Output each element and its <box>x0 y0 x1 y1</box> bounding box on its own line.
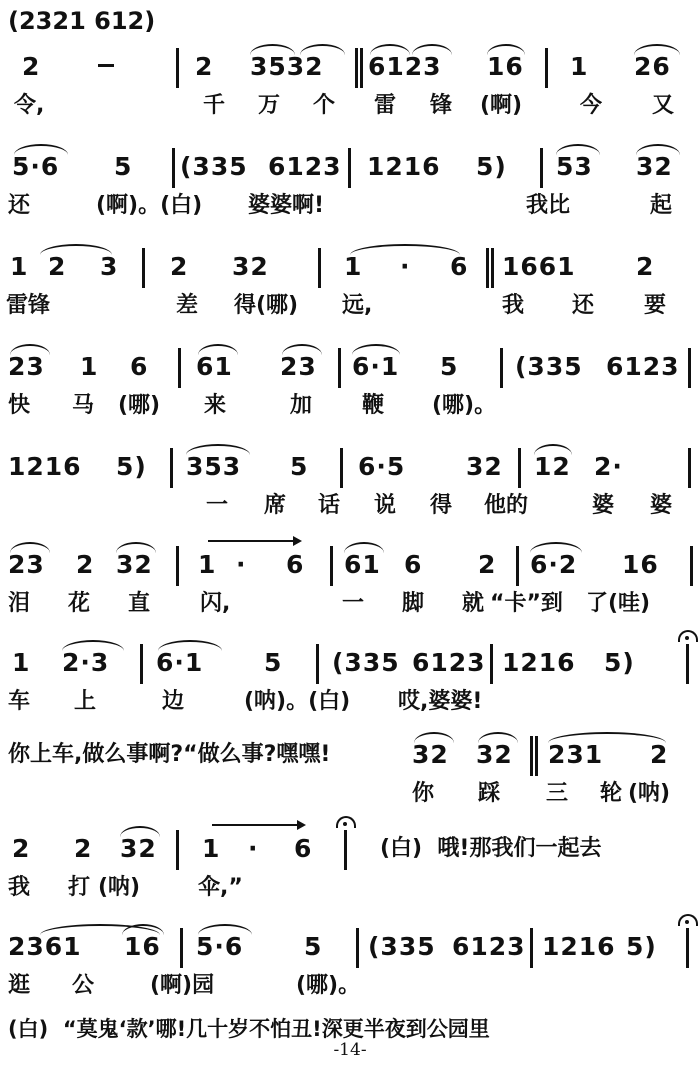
lyric: 鞭 <box>362 393 385 418</box>
note: 23 <box>8 352 45 381</box>
note: 2 <box>48 252 67 281</box>
lyric: 三 <box>546 781 569 806</box>
lyric: 差 <box>176 293 199 318</box>
lyric: 打 <box>68 875 91 900</box>
note: 12 <box>534 452 571 481</box>
lyric: 加 <box>290 393 313 418</box>
barline <box>348 148 351 188</box>
lyric: 话 <box>318 493 341 518</box>
barline <box>356 928 359 968</box>
lyric: 席 <box>264 493 287 518</box>
fermata <box>678 630 698 642</box>
note: 2 <box>650 740 669 769</box>
barline <box>688 448 691 488</box>
page-number: -14- <box>333 1040 367 1060</box>
lyric: 千 <box>203 93 226 118</box>
note: 1216 <box>542 932 616 961</box>
spoken-line: 你上车,做么事啊?“做么事?嘿嘿! <box>8 742 331 767</box>
note: 2 <box>195 52 214 81</box>
dash-extension <box>98 64 114 67</box>
note: 2 <box>12 834 31 863</box>
lyric: (啊)。(白) <box>96 193 203 218</box>
lyric: (呐)。(白) <box>244 689 351 714</box>
lyric-row <box>0 780 700 810</box>
note: 5·6 <box>12 152 60 181</box>
note: (335 <box>368 932 436 961</box>
note: 5 <box>264 648 283 677</box>
barline <box>178 348 181 388</box>
note: 1216 <box>367 152 441 181</box>
note: 2 <box>76 550 95 579</box>
note: 2· <box>594 452 623 481</box>
lyric: 轮 <box>600 781 623 806</box>
barline <box>176 48 179 88</box>
lyric: (啊)园 <box>150 973 215 998</box>
barline <box>686 928 689 968</box>
note: 6123 <box>452 932 526 961</box>
lyric: 马 <box>72 393 95 418</box>
lyric: (哪)。 <box>432 393 497 418</box>
lyric: 花 <box>68 591 91 616</box>
lyric: (哪) <box>118 393 161 418</box>
lyric: 来 <box>204 393 227 418</box>
note: · <box>236 550 247 579</box>
barline <box>172 148 175 188</box>
lyric: 快 <box>8 393 31 418</box>
note: 5) <box>476 152 507 181</box>
barline <box>486 248 489 288</box>
lyric: 婆婆啊! <box>248 193 325 218</box>
lyric: 他的 <box>484 493 529 518</box>
notation-row <box>0 248 700 286</box>
lyric: 雷锋 <box>6 293 51 318</box>
note: 5 <box>114 152 133 181</box>
note: 5 <box>304 932 323 961</box>
lyric-row <box>0 192 700 222</box>
lyric: 令, <box>14 93 45 118</box>
barline <box>500 348 503 388</box>
barline <box>176 830 179 870</box>
barline <box>545 48 548 88</box>
lyric: 万 <box>258 93 281 118</box>
barline <box>142 248 145 288</box>
barline <box>316 644 319 684</box>
barline <box>330 546 333 586</box>
note: 6 <box>450 252 469 281</box>
note: (335 <box>515 352 583 381</box>
closing-spoken-line: (白) “莫鬼‘款’哪!几十岁不怕丑!深更半夜到公园里 <box>8 1017 490 1041</box>
note: 32 <box>636 152 673 181</box>
lyric: 今 <box>580 93 603 118</box>
lyric: 又 <box>652 93 675 118</box>
lyric: 车 <box>8 689 31 714</box>
note: (335 <box>180 152 248 181</box>
barline <box>176 546 179 586</box>
note: 5) <box>604 648 635 677</box>
note: 32 <box>476 740 513 769</box>
lyric: 雷 <box>374 93 397 118</box>
note: 6123 <box>368 52 442 81</box>
fermata <box>336 816 356 828</box>
note: 2 <box>636 252 655 281</box>
notation-row <box>0 348 700 386</box>
note: 1216 <box>8 452 82 481</box>
note: 231 <box>548 740 604 769</box>
note: 16 <box>487 52 524 81</box>
note: 1 <box>12 648 31 677</box>
barline <box>518 448 521 488</box>
note: 5 <box>290 452 309 481</box>
note: 32 <box>232 252 269 281</box>
barline <box>355 48 358 88</box>
note: 1 <box>344 252 363 281</box>
lyric: 一 <box>206 493 229 518</box>
note: 23 <box>280 352 317 381</box>
note: 1 <box>570 52 589 81</box>
notation-row <box>0 148 700 186</box>
barline <box>516 546 519 586</box>
lyric: 逛 <box>8 973 31 998</box>
note: 5 <box>440 352 459 381</box>
lyric: 一 <box>342 591 365 616</box>
lyric: 哎,婆婆! <box>398 689 483 714</box>
lyric: 说 <box>374 493 397 518</box>
note: 23 <box>8 550 45 579</box>
lyric: 脚 <box>402 591 425 616</box>
note: 6 <box>294 834 313 863</box>
note: 61 <box>196 352 233 381</box>
note: 32 <box>116 550 153 579</box>
note: 3 <box>100 252 119 281</box>
note: 32 <box>412 740 449 769</box>
note: 1216 <box>502 648 576 677</box>
lyric: 婆 <box>650 493 673 518</box>
notation-row <box>0 830 700 868</box>
lyric-row <box>0 292 700 322</box>
lyric: 还 <box>572 293 595 318</box>
tie-arrow <box>212 824 304 826</box>
lyric: 踩 <box>478 781 501 806</box>
lyric: 公 <box>72 973 95 998</box>
lyric-row <box>0 492 700 522</box>
barline <box>540 148 543 188</box>
tie-arrow <box>208 540 300 542</box>
note: 6 <box>130 352 149 381</box>
lyric: 就 <box>462 591 485 616</box>
note: 6·5 <box>358 452 406 481</box>
notation-row <box>0 644 700 682</box>
lyric: 伞,” <box>198 875 243 900</box>
note: 2·3 <box>62 648 110 677</box>
note: 6·1 <box>156 648 204 677</box>
notation-row <box>0 546 700 584</box>
lyric: 我 <box>8 875 31 900</box>
lyric: 上 <box>74 689 97 714</box>
lyric: 要 <box>644 293 667 318</box>
note: (335 <box>332 648 400 677</box>
lyric: 我比 <box>526 193 571 218</box>
lyric: (哪)。 <box>296 973 361 998</box>
lyric: 闪, <box>200 591 231 616</box>
note: · <box>400 252 411 281</box>
note: · <box>248 834 259 863</box>
note: 353 <box>186 452 242 481</box>
lyric: 远, <box>342 293 373 318</box>
note: 32 <box>466 452 503 481</box>
barline <box>490 644 493 684</box>
barline <box>170 448 173 488</box>
lyric: 个 <box>313 93 336 118</box>
lyric-row <box>0 92 700 122</box>
notation-row <box>0 48 700 86</box>
lyric-row <box>0 392 700 422</box>
lyric: 边 <box>162 689 185 714</box>
note: 1 <box>80 352 99 381</box>
barline <box>338 348 341 388</box>
lyric-row <box>0 590 700 620</box>
note: 1 <box>202 834 221 863</box>
note: 32 <box>120 834 157 863</box>
note: 6123 <box>606 352 680 381</box>
lyric: 得(哪) <box>234 293 299 318</box>
note: 26 <box>634 52 671 81</box>
lyric: (呐) <box>98 875 141 900</box>
note: 6123 <box>268 152 342 181</box>
barline <box>318 248 321 288</box>
note: 6123 <box>412 648 486 677</box>
note: 16 <box>622 550 659 579</box>
note: 6 <box>404 550 423 579</box>
barline <box>140 644 143 684</box>
lyric-row <box>0 688 700 718</box>
notation-row <box>0 928 700 966</box>
note: 2 <box>478 550 497 579</box>
lyric: 你 <box>412 781 435 806</box>
note: 3532 <box>250 52 324 81</box>
lyric: (啊) <box>480 93 523 118</box>
note: 1 <box>198 550 217 579</box>
notation-row <box>0 448 700 486</box>
lyric: 我 <box>502 293 525 318</box>
lyric: 泪 <box>8 591 31 616</box>
lyric: 锋 <box>430 93 453 118</box>
note: 2 <box>170 252 189 281</box>
barline <box>180 928 183 968</box>
note: 5) <box>626 932 657 961</box>
barline <box>530 928 533 968</box>
lyric: 得 <box>430 493 453 518</box>
lyric: 了(哇) <box>586 591 651 616</box>
lyric: 起 <box>650 193 673 218</box>
note: 5·6 <box>196 932 244 961</box>
note: 6·1 <box>352 352 400 381</box>
barline <box>688 348 691 388</box>
notation-row <box>0 736 700 774</box>
lyric: 还 <box>8 193 31 218</box>
note: 2 <box>22 52 41 81</box>
note: 6 <box>286 550 305 579</box>
lyric-row <box>0 972 700 1002</box>
fermata <box>678 914 698 926</box>
note: 16 <box>124 932 161 961</box>
barline <box>340 448 343 488</box>
note: 5) <box>116 452 147 481</box>
spoken-line: (白) 哦!那我们一起去 <box>380 836 602 861</box>
lyric: “卡”到 <box>490 591 563 616</box>
note: 61 <box>344 550 381 579</box>
barline <box>686 644 689 684</box>
note: 1 <box>10 252 29 281</box>
note: 2361 <box>8 932 82 961</box>
intro-notes: (2321 612) <box>8 7 156 35</box>
barline <box>530 736 533 776</box>
lyric: 直 <box>128 591 151 616</box>
barline <box>344 830 347 870</box>
lyric: 婆 <box>592 493 615 518</box>
note: 53 <box>556 152 593 181</box>
barline <box>690 546 693 586</box>
note: 6·2 <box>530 550 578 579</box>
note: 2 <box>74 834 93 863</box>
lyric: (呐) <box>628 781 671 806</box>
lyric-row <box>0 874 700 904</box>
note: 1661 <box>502 252 576 281</box>
